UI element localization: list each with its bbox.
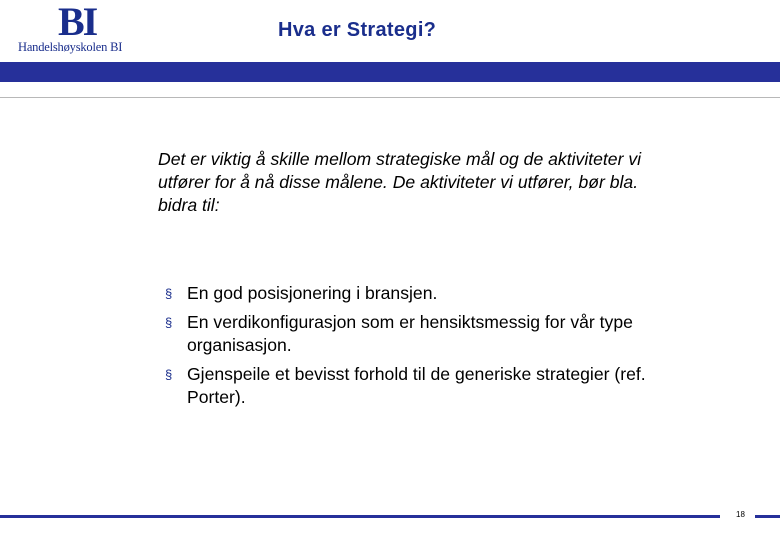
bullet-list: [160, 282, 660, 415]
bullet-item: [160, 363, 660, 409]
bullet-marker: §: [165, 315, 173, 330]
bi-logo: [18, 0, 140, 54]
bullet-item: [160, 282, 660, 305]
logo-text: Handelshøyskolen BI: [18, 40, 123, 54]
bullet-text: En verdikonfigurasjon som er hensiktsmessig for vår type organisasjon.: [187, 312, 633, 355]
bullet-text: Gjenspeile et bevisst forhold til de generiske strategier (ref. Porter).: [187, 364, 646, 407]
logo-mark: BI: [58, 0, 97, 44]
header-divider: [0, 97, 780, 98]
footer-rule-right: [755, 515, 780, 518]
header-bar: [0, 62, 780, 82]
footer-rule-left: [0, 515, 720, 518]
intro-paragraph: Det er viktig å skille mellom strategiske mål og de aktiviteter vi utfører for å nå disse målene. De aktiviteter vi utfører, bør bla. bidra til:: [158, 149, 642, 215]
bullet-item: [160, 311, 660, 357]
bullet-marker: §: [165, 286, 173, 301]
bullet-text: En god posisjonering i bransjen.: [187, 283, 438, 303]
slide-title: Hva er Strategi?: [278, 19, 437, 41]
page-number: 18: [736, 510, 745, 519]
bullet-marker: §: [165, 367, 173, 382]
